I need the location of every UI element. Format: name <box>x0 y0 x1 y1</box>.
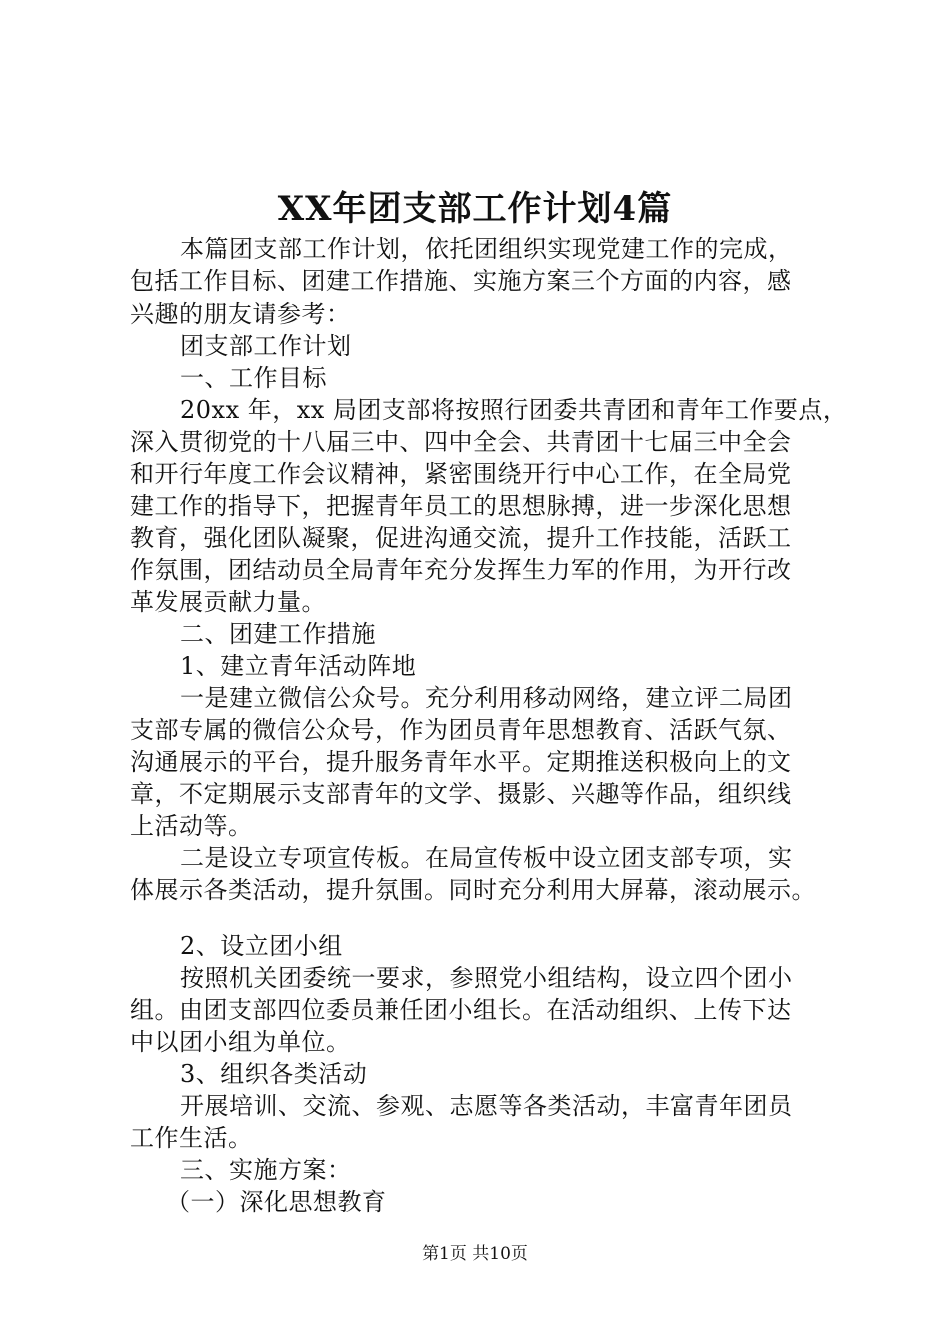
paragraph-line: 20xx 年，xx 局团支部将按照行团委共青团和青年工作要点， <box>180 396 848 424</box>
paragraph-line: 工作生活。 <box>130 1124 253 1152</box>
paragraph-line: 中以团小组为单位。 <box>130 1028 351 1056</box>
section-heading: 一、工作目标 <box>180 364 327 392</box>
paragraph-line: 二是设立专项宣传板。在局宣传板中设立团支部专项，实 <box>180 844 793 872</box>
paragraph-line: 体展示各类活动，提升氛围。同时充分利用大屏幕，滚动展示。 <box>130 876 816 904</box>
section-heading: 团支部工作计划 <box>180 332 352 360</box>
paragraph-line: 教育，强化团队凝聚，促进沟通交流，提升工作技能，活跃工 <box>130 524 792 552</box>
document-title: XX年团支部工作计划4篇 <box>277 189 673 229</box>
paragraph-line: 组。由团支部四位委员兼任团小组长。在活动组织、上传下达 <box>130 996 792 1024</box>
paragraph-line: 兴趣的朋友请参考： <box>130 300 351 328</box>
section-heading: 三、实施方案： <box>180 1156 352 1184</box>
paragraph-line: 按照机关团委统一要求，参照党小组结构，设立四个团小 <box>180 964 793 992</box>
paragraph-line: 支部专属的微信公众号，作为团员青年思想教育、活跃气氛、 <box>130 716 792 744</box>
paragraph-line: 包括工作目标、团建工作措施、实施方案三个方面的内容，感 <box>130 267 792 295</box>
paragraph-line: 上活动等。 <box>130 812 253 840</box>
page-footer: 第1页 共10页 <box>422 1244 528 1264</box>
section-heading: 二、团建工作措施 <box>180 620 376 648</box>
paragraph-line: 和开行年度工作会议精神，紧密围绕开行中心工作，在全局党 <box>130 460 792 488</box>
paragraph-line: 沟通展示的平台，提升服务青年水平。定期推送积极向上的文 <box>130 748 792 776</box>
paragraph-line: 一是建立微信公众号。充分利用移动网络，建立评二局团 <box>180 684 793 712</box>
paragraph-line: 深入贯彻党的十八届三中、四中全会、共青团十七届三中全会 <box>130 428 792 456</box>
paragraph-line: 革发展贡献力量。 <box>130 588 326 616</box>
paragraph-line: 本篇团支部工作计划，依托团组织实现党建工作的完成， <box>180 235 793 263</box>
paragraph-line: 作氛围，团结动员全局青年充分发挥生力军的作用，为开行改 <box>130 556 792 584</box>
paragraph-line: 章，不定期展示支部青年的文学、摄影、兴趣等作品，组织线 <box>130 780 792 808</box>
subsection-heading: 3、组织各类活动 <box>180 1060 368 1088</box>
subsection-heading: 2、设立团小组 <box>180 932 343 960</box>
subsection-heading: （一）深化思想教育 <box>166 1188 387 1216</box>
paragraph-line: 建工作的指导下，把握青年员工的思想脉搏，进一步深化思想 <box>130 492 792 520</box>
subsection-heading: 1、建立青年活动阵地 <box>180 652 417 680</box>
paragraph-line: 开展培训、交流、参观、志愿等各类活动，丰富青年团员 <box>180 1092 793 1120</box>
